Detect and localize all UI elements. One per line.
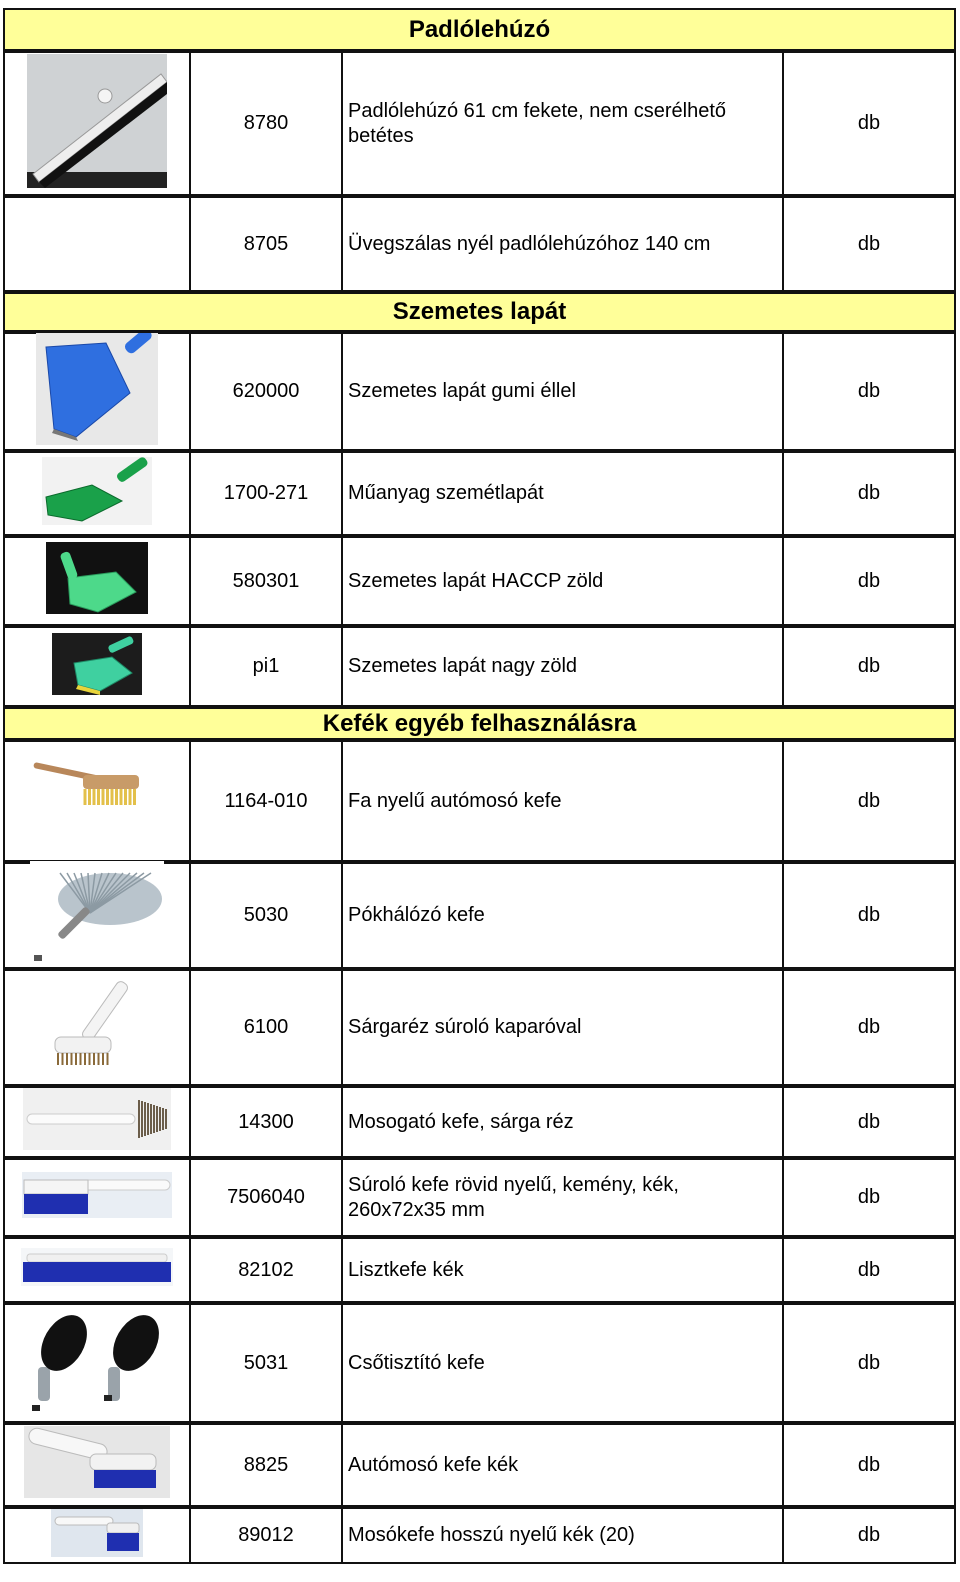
table-row xyxy=(3,1423,956,1507)
product-description: Műanyag szemétlapát xyxy=(343,453,784,534)
pipe-brush-icon xyxy=(24,1307,170,1419)
product-image-cell xyxy=(5,1509,191,1562)
product-image-cell xyxy=(5,1305,191,1421)
product-description: Szemetes lapát HACCP zöld xyxy=(343,538,784,624)
wooden-car-brush-icon xyxy=(27,753,167,849)
product-unit: db xyxy=(857,1351,881,1374)
product-unit: db xyxy=(857,1258,881,1281)
product-code: 620000 xyxy=(191,334,343,449)
blue-dustpan-icon xyxy=(36,333,158,451)
table-row xyxy=(3,969,956,1086)
product-code: 7506040 xyxy=(191,1160,343,1235)
product-image-cell xyxy=(5,334,191,449)
brass-scrub-brush-icon xyxy=(45,973,149,1083)
product-description: Autómosó kefe kék xyxy=(343,1425,784,1505)
product-code: 6100 xyxy=(191,971,343,1084)
product-description: Lisztkefe kék xyxy=(343,1239,784,1301)
product-description: Csőtisztító kefe xyxy=(343,1305,784,1421)
green-dustpan-icon xyxy=(42,457,152,531)
table-row xyxy=(3,740,956,862)
section-header xyxy=(3,8,956,51)
section-title: Kefék egyéb felhasználásra xyxy=(322,709,637,737)
product-description: Pókhálózó kefe xyxy=(343,864,784,967)
product-code: 5030 xyxy=(191,864,343,967)
product-description: Sárgaréz súroló kaparóval xyxy=(343,971,784,1084)
section-title: Szemetes lapát xyxy=(392,298,567,325)
product-unit: db xyxy=(857,232,881,255)
blue-scrub-brush-icon xyxy=(22,1172,172,1224)
product-unit: db xyxy=(857,569,881,592)
product-image-cell xyxy=(5,1425,191,1505)
section-header xyxy=(3,707,956,740)
product-unit: db xyxy=(857,655,881,677)
product-image-cell xyxy=(5,453,191,534)
table-row xyxy=(3,1237,956,1303)
product-image-cell xyxy=(5,1088,191,1156)
product-unit: db xyxy=(857,380,881,402)
product-code: 580301 xyxy=(191,538,343,624)
product-image-cell xyxy=(5,1160,191,1235)
product-code: 5031 xyxy=(191,1305,343,1421)
table-row xyxy=(3,1086,956,1158)
product-unit: db xyxy=(857,1186,881,1208)
floor-squeegee-icon xyxy=(27,54,167,194)
section-header xyxy=(3,292,956,332)
product-code: 8825 xyxy=(191,1425,343,1505)
cobweb-brush-icon xyxy=(30,861,164,971)
table-row xyxy=(3,1158,956,1237)
product-code: 8780 xyxy=(191,53,343,194)
product-unit: db xyxy=(857,789,881,812)
product-code: 8705 xyxy=(191,198,343,290)
flour-brush-icon xyxy=(21,1248,173,1292)
product-image-cell xyxy=(5,1239,191,1301)
table-row xyxy=(3,1303,956,1423)
product-image-cell xyxy=(5,53,191,194)
product-description: Szemetes lapát nagy zöld xyxy=(343,628,784,705)
product-description: Mosogató kefe, sárga réz xyxy=(343,1088,784,1156)
product-description: Padlólehúzó 61 cm fekete, nem cserélhető betétes xyxy=(343,53,784,194)
product-code: 82102 xyxy=(191,1239,343,1301)
product-image-cell xyxy=(5,742,191,860)
large-green-dustpan-icon xyxy=(52,633,142,701)
table-row xyxy=(3,536,956,626)
product-description: Fa nyelű autómosó kefe xyxy=(343,742,784,860)
product-description: Súroló kefe rövid nyelű, kemény, kék, 260x72x35 mm xyxy=(343,1160,784,1235)
dish-brush-icon xyxy=(23,1088,171,1156)
table-row xyxy=(3,51,956,196)
car-wash-brush-icon xyxy=(24,1426,170,1504)
product-unit: db xyxy=(857,1110,881,1133)
product-code: pi1 xyxy=(191,628,343,705)
product-code: 14300 xyxy=(191,1088,343,1156)
product-image-cell xyxy=(5,198,191,290)
long-handle-brush-icon xyxy=(51,1509,143,1563)
product-image-cell xyxy=(5,971,191,1084)
table-row xyxy=(3,626,956,707)
product-unit: db xyxy=(857,482,881,504)
product-image-cell xyxy=(5,628,191,705)
product-description: Üvegszálas nyél padlólehúzóhoz 140 cm xyxy=(343,198,784,290)
product-code: 1164-010 xyxy=(191,742,343,860)
product-image-cell xyxy=(5,538,191,624)
table-row xyxy=(3,196,956,292)
table-row xyxy=(3,332,956,451)
product-code: 1700-271 xyxy=(191,453,343,534)
product-unit: db xyxy=(857,112,881,134)
product-code: 89012 xyxy=(191,1509,343,1562)
product-unit: db xyxy=(857,1453,881,1476)
product-unit: db xyxy=(857,1016,881,1038)
product-description: Szemetes lapát gumi éllel xyxy=(343,334,784,449)
product-unit: db xyxy=(857,904,881,926)
product-image-cell xyxy=(5,864,191,967)
table-row xyxy=(3,451,956,536)
product-unit: db xyxy=(857,1524,881,1546)
table-row xyxy=(3,1507,956,1564)
product-description: Mosókefe hosszú nyelű kék (20) xyxy=(343,1509,784,1562)
light-green-dustpan-icon xyxy=(46,542,148,620)
section-title: Padlólehúzó xyxy=(408,15,551,43)
table-row xyxy=(3,862,956,969)
